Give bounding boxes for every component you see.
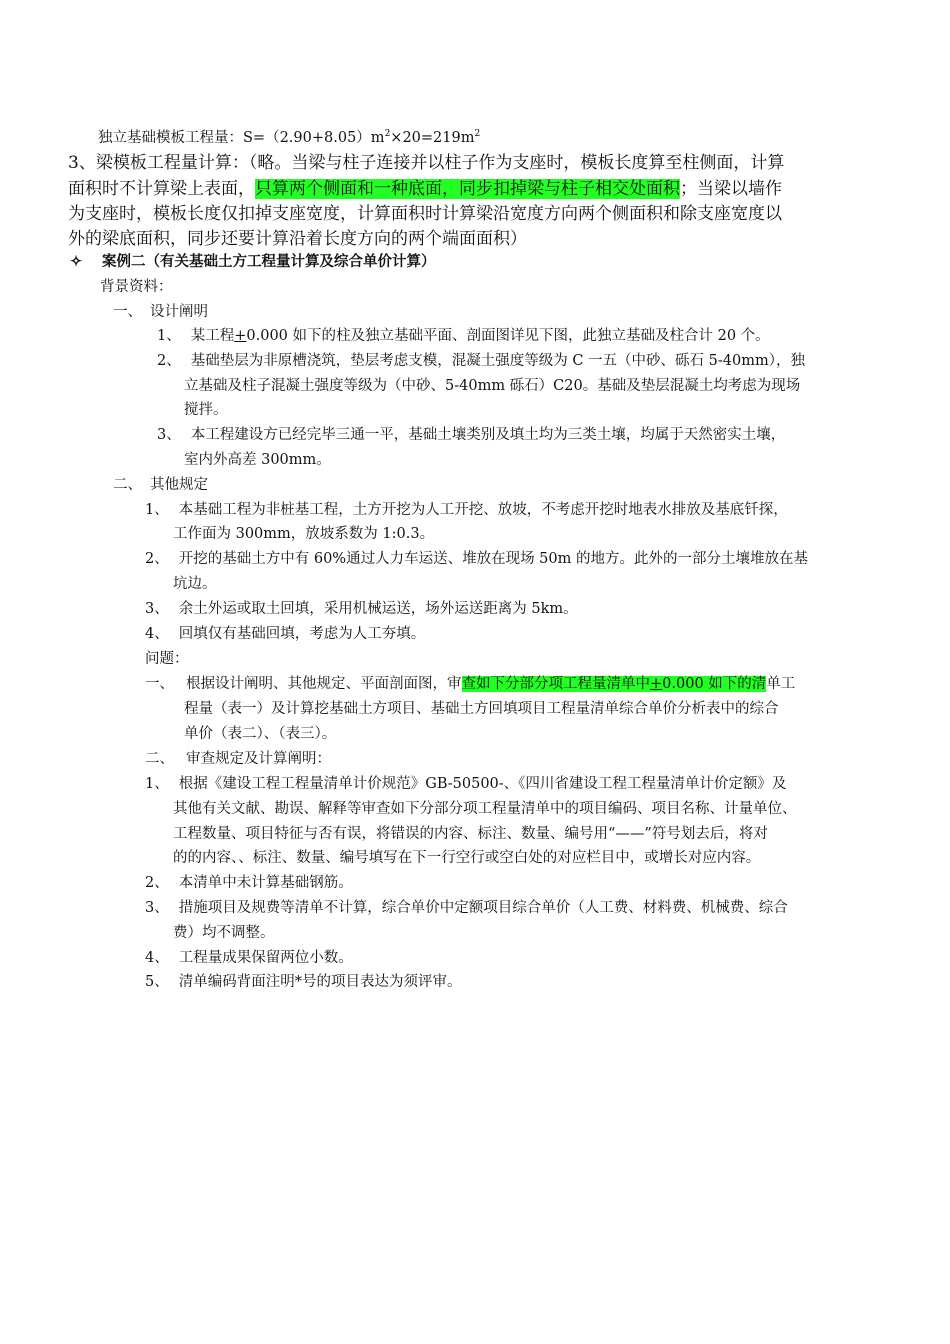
rule1-line4: 的的内容、、标注、数量、编号填写在下一行空行或空白处的对应栏目中，或增长对应内容。 (173, 850, 761, 866)
section1-heading (113, 300, 208, 324)
s2-item2-line1 (145, 547, 808, 571)
question-label: 问题： (145, 651, 189, 667)
text-run: 余土外运或取土回填，采用机械运送，场外运送距离为 5km。 (178, 601, 578, 617)
item-number: 2、 (145, 551, 169, 567)
rule1-line2: 其他有关文献、勘误、解释等审查如下分部分项工程量清单中的项目编码、项目名称、计量单位、 (173, 801, 797, 817)
item-number: 二、 (145, 751, 174, 767)
s2-item1-line1 (145, 498, 788, 522)
q2-heading (145, 747, 331, 771)
s1-item2-line1 (157, 349, 805, 373)
text-run: 措施项目及规费等清单不计算，综合单价中定额项目综合单价（人工费、材料费、机械费、综合 (178, 900, 788, 916)
s2-item2-line2: 坑边。 (173, 576, 217, 592)
case2-title: 案例二（有关基础土方工程量计算及综合单价计算） (102, 253, 436, 270)
s2-item4 (145, 622, 425, 646)
para3-line3: 为支座时，模板长度仅扣掉支座宽度，计算面积时计算梁沿宽度方向两个侧面积和除支座宽度以 (68, 204, 782, 224)
s1-item3-line2: 室内外高差 300mm。 (184, 452, 331, 468)
text-run: 审查规定及计算阐明： (186, 751, 331, 767)
s2-item1-line2: 工作面为 300mm，放坡系数为 1:0.3。 (173, 526, 435, 542)
text-run: 单工 (766, 676, 796, 692)
text-run: 本工程建设方已经完毕三通一平，基础土壤类别及填土均为三类土壤，均属于天然密实土壤， (190, 427, 786, 443)
q1-line2: 程量（表一）及计算挖基础土方项目、基础土方回填项目工程量清单综合单价分析表中的综合 (184, 701, 779, 717)
formula-text: ×20=219m (390, 130, 475, 146)
rule1-line1 (145, 772, 786, 796)
section2-heading (113, 473, 208, 497)
q1-line1 (145, 672, 795, 696)
text-run: 根据设计阐明、其他规定、平面剖面图，审 (186, 676, 462, 692)
item-number: 5、 (145, 974, 169, 990)
highlighted-text: 查如下分部分项工程量清单中+0.000 如下的清 (461, 676, 767, 692)
rule3-line2: 费）均不调整。 (173, 925, 275, 941)
section-title: 其他规定 (150, 477, 208, 493)
section-number: 二、 (113, 477, 142, 493)
s2-item3 (145, 597, 578, 621)
para3-line4: 外的梁底面积，同步还要计算沿着长度方向的两个端面面积） (68, 229, 527, 249)
text-run: 本基础工程为非桩基工程，土方开挖为人工开挖、放坡，不考虑开挖时地表水排放及基底钎探， (178, 502, 788, 518)
item-number: 3、 (145, 601, 169, 617)
section-number: 一、 (113, 304, 142, 320)
rule1-line3: 工程数量、项目特征与否有误，将错误的内容、标注、数量、编号用“——”符号划去后，将对 (173, 826, 768, 842)
s1-item3-line1 (157, 423, 785, 447)
s1-item2-line3: 搅拌。 (184, 402, 228, 418)
q1-line3: 单价（表二）、（表三）。 (184, 726, 337, 742)
item-number: 4、 (145, 626, 169, 642)
item-number: 一、 (145, 676, 174, 692)
text-run: 开挖的基础土方中有 60%通过人力车运送、堆放在现场 50m 的地方。此外的一部分土壤堆放在基 (178, 551, 808, 567)
text-run: 根据《建设工程工程量清单计价规范》GB-50500-、《四川省建设工程工程量清单计价定额》及 (178, 776, 787, 792)
superscript: 2 (384, 129, 391, 140)
text-run: 面积时不计算梁上表面， (68, 179, 255, 199)
item-number: 1、 (157, 328, 181, 344)
text-run: 工程量成果保留两位小数。 (178, 950, 353, 966)
text-run: 基础垫层为非原槽浇筑，垫层考虑支模，混凝土强度等级为 C 一五（中砂、砾石 5-40mm），独 (190, 353, 805, 369)
background-label: 背景资料： (100, 279, 173, 295)
rule5 (145, 970, 461, 994)
para3-line1: 3、梁模板工程量计算：（略。当梁与柱子连接并以柱子作为支座时，模板长度算至柱侧面，计算 (68, 153, 785, 173)
item-number: 1、 (145, 776, 169, 792)
item-number: 2、 (145, 875, 169, 891)
text-run: 某工程 (190, 328, 235, 344)
formula-text: 独立基础模板工程量：S=（2.90+8.05）m (98, 130, 385, 146)
rule2 (145, 871, 353, 895)
diamond-bullet-icon: ✧ (70, 253, 83, 270)
s1-item2-line2: 立基础及柱子混凝土强度等级为（中砂、5-40mm 砾石）C20。基础及垫层混凝土均考虑为现场 (184, 378, 801, 394)
text-run: ；当梁以墙作 (680, 179, 782, 199)
item-number: 2、 (157, 353, 181, 369)
text-run: 清单编码背面注明*号的项目表达为须评审。 (178, 974, 462, 990)
item-number: 3、 (145, 900, 169, 916)
formula-line (98, 126, 480, 150)
item-number: 3、 (157, 427, 181, 443)
section-title: 设计阐明 (150, 304, 208, 320)
underlined-text: + (234, 328, 247, 344)
case2-heading (70, 250, 436, 274)
para3-line2 (68, 176, 782, 202)
item-number: 1、 (145, 502, 169, 518)
text-run: 回填仅有基础回填，考虑为人工夯填。 (178, 626, 426, 642)
highlighted-text: 只算两个侧面和一种底面，同步扣掉梁与柱子相交处面积 (255, 179, 680, 199)
item-number: 4、 (145, 950, 169, 966)
text-run: 本清单中未计算基础钢筋。 (178, 875, 353, 891)
rule3-line1 (145, 896, 788, 920)
rule4 (145, 946, 353, 970)
s1-item1 (157, 324, 770, 348)
superscript: 2 (474, 129, 481, 140)
text-run: 0.000 如下的柱及独立基础平面、剖面图详见下图，此独立基础及柱合计 20 个。 (246, 328, 770, 344)
